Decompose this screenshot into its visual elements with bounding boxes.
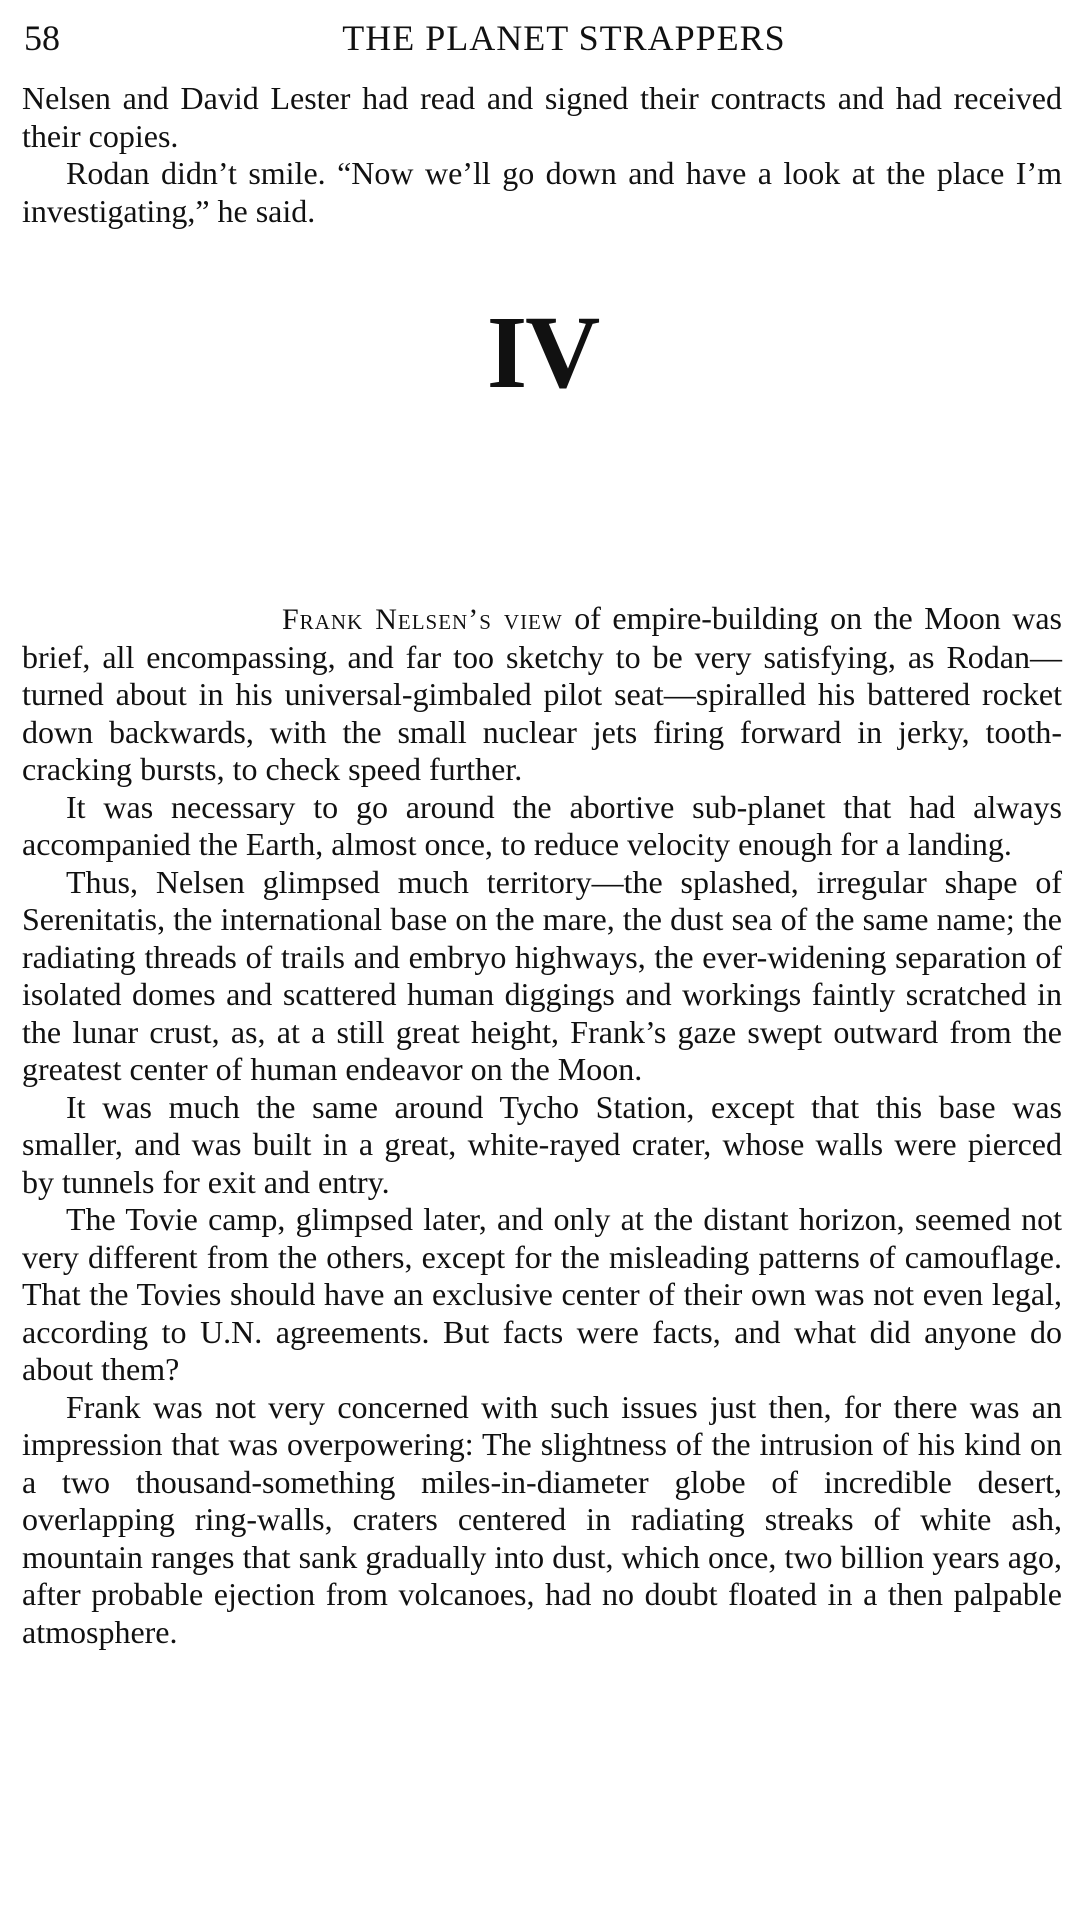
page-number: 58 — [24, 18, 60, 58]
paragraph: Thus, Nelsen glimpsed much territory—the splashed, irregular shape of Serenitatis, the international base on the mare, the dust sea of the same name; the radiating threads of trails and embryo highways, the ever-widening separation of isolated domes and scattered human diggings and workings faintly scratched in the lunar crust, as, at a still great height, Frank’s gaze swept outward from the greatest center of human endeavor on the Moon. — [22, 863, 1062, 1087]
paragraph: Frank was not very concerned with such issues just then, for there was an impression that was overpowering: The slightness of the intrusion of his kind on a two thousand-something miles-in-diameter globe of incredible desert, overlapping ring-walls, craters centered in radiating streaks of white ash, mountain ranges that sank gradually into dust, which once, two billion years ago, after probable ejection from volcanoes, had no doubt floated in a then palpable atmosphere. — [22, 1388, 1062, 1650]
paragraph: Rodan didn’t smile. “Now we’ll go down and have a look at the place I’m investigating,” he said. — [22, 155, 1062, 229]
page-header — [24, 14, 1064, 62]
opening-paragraph — [22, 600, 1062, 789]
previous-chapter-ending — [22, 80, 1062, 230]
paragraph: The Tovie camp, glimpsed later, and only at the distant horizon, seemed not very different from the others, except for the misleading patterns of camouflage. That the Tovies should have an exclusive center of their own was not even legal, according to U.N. agreements. But facts were facts, and what did anyone do about them? — [22, 1201, 1062, 1387]
paragraph: Nelsen and David Lester had read and signed their contracts and had received their copies. — [22, 80, 1062, 154]
chapter-heading: IV — [486, 295, 599, 410]
paragraph: It was much the same around Tycho Station, except that this base was smaller, and was built in a great, white-rayed crater, whose walls were pierced by tunnels for exit and entry. — [22, 1088, 1062, 1200]
lead-in-small-caps: Frank Nelsen’s view — [282, 603, 563, 636]
opening-paragraph-text: of empire-building on the Moon was brief, all encompassing, and far too sketchy to be very satisfying, as Rodan—turned about in his universal-gimbaled pilot seat—spiralled his battered rocket down backwards, with the small nuclear jets firing forward in jerky, tooth-cracking bursts, to check speed further. — [22, 600, 1062, 787]
chapter-body — [22, 600, 1062, 1651]
running-title: THE PLANET STRAPPERS — [342, 18, 786, 58]
paragraph: It was necessary to go around the abortive sub-planet that had always accompanied the Earth, almost once, to reduce velocity enough for a landing. — [22, 788, 1062, 862]
